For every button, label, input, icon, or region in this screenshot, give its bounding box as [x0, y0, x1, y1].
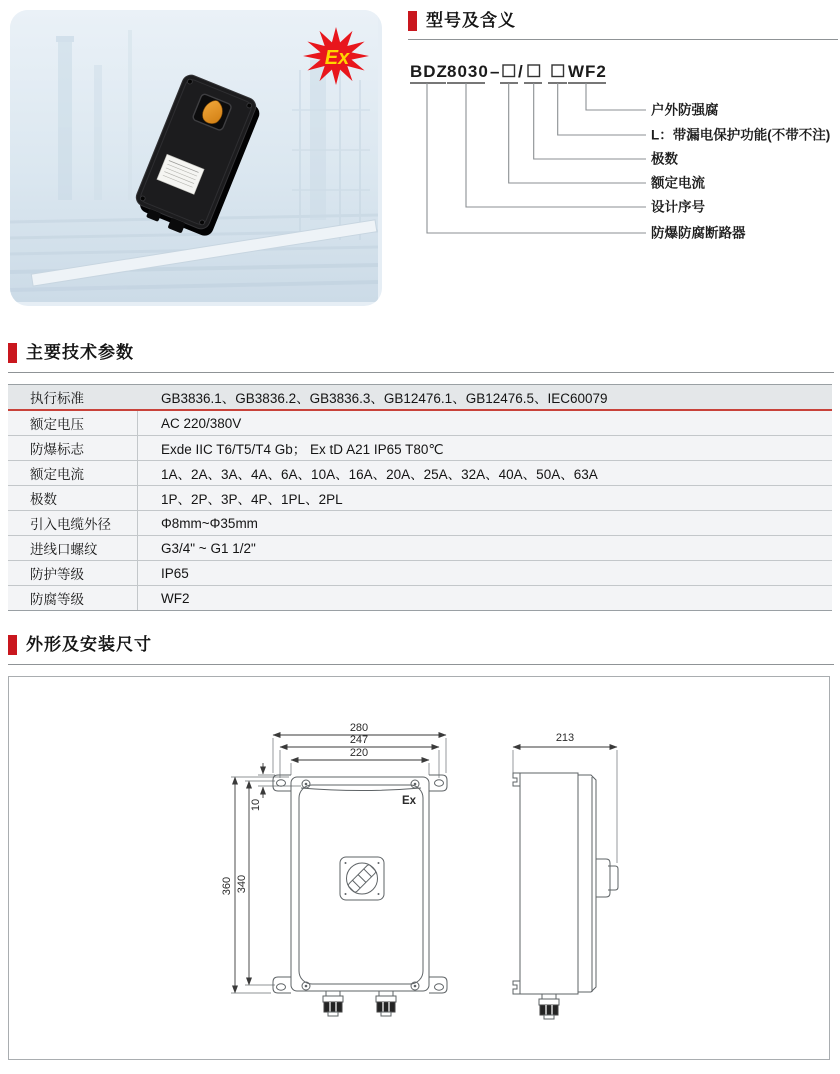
enclosure-lid	[299, 785, 423, 984]
dim-height-holes: 340	[236, 874, 248, 894]
rotary-switch	[340, 857, 384, 900]
model-slash: /	[518, 62, 524, 81]
red-accent-bar	[8, 635, 17, 655]
designation-box-leakage	[552, 65, 564, 77]
outline-drawings	[9, 677, 829, 1059]
front-view-drawing	[221, 722, 447, 1016]
dim-depth: 213	[555, 732, 575, 744]
callout-label: 防爆防腐断路器	[651, 225, 746, 241]
spec-value: Φ8mm~Φ35mm	[137, 511, 832, 535]
spec-label: 额定电压	[30, 417, 84, 432]
cable-gland	[539, 994, 559, 1019]
table-row	[8, 586, 832, 610]
side-body	[520, 773, 578, 994]
table-row	[8, 385, 832, 411]
red-accent-bar	[408, 11, 417, 31]
side-view-drawing	[513, 732, 618, 1019]
section-title-specs: 主要技术参数	[26, 343, 134, 362]
model-brand: BDZ	[410, 62, 448, 81]
section-header-model	[408, 10, 838, 40]
table-row	[8, 461, 832, 486]
spec-label: 防腐等级	[30, 592, 84, 607]
dim-width-holes: 247	[349, 734, 369, 746]
table-row	[8, 486, 832, 511]
spec-value: Exde IIC T6/T5/T4 Gb； Ex tD A21 IP65 T80℃	[137, 436, 832, 460]
dim-width-body: 220	[349, 747, 369, 759]
section-header-specs	[8, 342, 834, 373]
model-suffix: WF2	[568, 62, 607, 81]
ex-starburst-logo	[300, 24, 374, 92]
callout-label: L：带漏电保护功能(不带不注)	[651, 127, 831, 143]
spec-label: 执行标准	[30, 391, 84, 406]
callout-label: 设计序号	[651, 199, 705, 215]
designation-box-current	[503, 65, 515, 77]
dimension-drawing-panel	[8, 676, 830, 1060]
enclosure-body	[291, 777, 429, 991]
spec-value: 1P、2P、3P、4P、1PL、2PL	[137, 486, 832, 510]
spec-value: IP65	[137, 561, 832, 585]
spec-value: G3/4" ~ G1 1/2"	[137, 536, 832, 560]
callout-lines	[427, 83, 646, 233]
lid-screws	[302, 780, 419, 990]
table-row	[8, 436, 832, 461]
switch-boss	[596, 859, 618, 897]
spec-label: 引入电缆外径	[30, 517, 111, 532]
spec-value: 1A、2A、3A、4A、6A、10A、16A、20A、25A、32A、40A、50A、63A	[137, 461, 832, 485]
callout-label: 极数	[651, 151, 678, 167]
spec-label: 防护等级	[30, 567, 84, 582]
dim-height-overall: 360	[221, 876, 233, 896]
designation-box-poles	[528, 65, 540, 77]
spec-label: 防爆标志	[30, 442, 84, 457]
spec-label: 极数	[30, 492, 57, 507]
section-header-dimensions	[8, 634, 834, 665]
model-dash: –	[490, 62, 501, 81]
dim-hole-offset: 10	[250, 798, 262, 812]
cable-gland	[376, 991, 396, 1016]
spec-label: 额定电流	[30, 467, 84, 482]
spec-label: 进线口螺纹	[30, 542, 98, 557]
dim-width-overall: 280	[349, 722, 369, 734]
callout-label: 额定电流	[651, 175, 705, 191]
side-lid	[578, 775, 596, 992]
table-row	[8, 536, 832, 561]
table-row	[8, 511, 832, 536]
model-series: 8030	[447, 62, 489, 81]
spec-value: WF2	[137, 586, 832, 610]
table-row	[8, 411, 832, 436]
ex-logo-text: Ex	[324, 47, 350, 69]
ex-mark: Ex	[401, 795, 417, 807]
product-photo-panel	[10, 10, 382, 306]
callout-label: 户外防强腐	[651, 102, 719, 118]
spec-value: AC 220/380V	[137, 411, 832, 435]
section-title-dimensions: 外形及安装尺寸	[26, 635, 152, 654]
mounting-bracket	[513, 773, 520, 994]
spec-table	[8, 384, 832, 611]
red-accent-bar	[8, 343, 17, 363]
cable-gland	[323, 991, 343, 1016]
spec-value: GB3836.1、GB3836.2、GB3836.3、GB12476.1、GB12476.5、IEC60079	[161, 391, 608, 406]
section-title-model: 型号及含义	[426, 11, 516, 30]
table-row	[8, 561, 832, 586]
model-designation-diagram	[400, 50, 840, 255]
